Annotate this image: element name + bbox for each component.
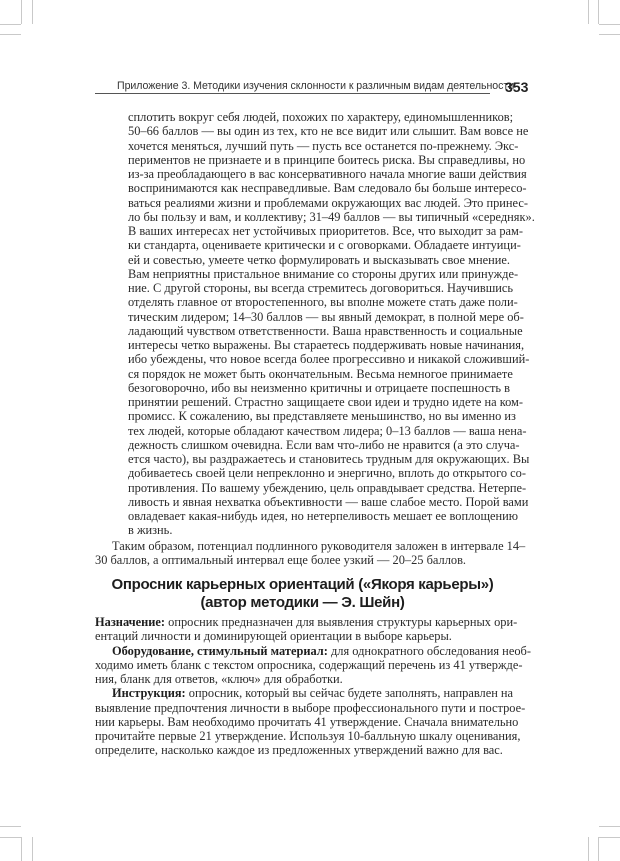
- header-rule: [95, 93, 490, 94]
- text-line: промисс. К сожалению, вы представляете меньшинство, но вы именно из: [128, 409, 516, 424]
- text-line: выявление предпочтения личности в выборе профессионального пути и построе-: [95, 700, 526, 715]
- text-line: ло бы пользу и вам, и коллективу; 31–49 баллов — вы типичный «середняк».: [128, 209, 535, 224]
- summary-paragraph: [95, 539, 526, 568]
- text-line-content: опросник, который вы сейчас будете заполнять, направлен на: [188, 686, 514, 701]
- text-line: прочитайте первые 21 утверждение. Используя 10-балльную шкалу оценивания,: [95, 729, 521, 743]
- text-line: добиваетесь своей цели непреклонно и энергично, вплоть до открытого со-: [128, 466, 527, 481]
- crop-mark: [21, 0, 22, 24]
- text-line: 50–66 баллов — вы один из тех, кто не все видит или слышит. Вам вовсе не: [128, 124, 529, 139]
- crop-mark: [32, 0, 33, 24]
- section-heading: [95, 576, 510, 612]
- crop-mark: [588, 0, 589, 24]
- crop-mark: [599, 34, 620, 35]
- paragraph-label: Назначение:: [95, 615, 166, 629]
- crop-mark: [599, 837, 620, 838]
- text-line: тех людей, которые обладают качеством лидера; 0–13 баллов — ваша нена-: [128, 423, 527, 438]
- text-line: отделять главное от второстепенного, вы вполне можете стать даже поли-: [128, 295, 518, 310]
- section-heading-line-2: (автор методики — Э. Шейн): [200, 594, 405, 611]
- text-line: принятии решений. Страстно защищаете свои идеи и трудно идете на ком-: [128, 395, 524, 409]
- text-line: дежность слишком очевидна. Если вам что-либо не нравится (а это случа-: [128, 437, 520, 452]
- crop-mark: [21, 837, 22, 861]
- text-line: периментов не признаете и в принципе боитесь риска. Вы справедливы, но: [128, 152, 526, 167]
- crop-mark: [599, 24, 620, 25]
- text-line: овладевает какая-нибудь идея, но нетерпеливость мешает ее воплощению: [128, 509, 519, 523]
- text-line: [95, 643, 531, 658]
- paragraph: [95, 686, 526, 758]
- text-line: хочется меняться, лучший путь — пусть все останется по-прежнему. Экс-: [128, 138, 519, 153]
- text-line: тическим лидером; 14–30 баллов — вы явный демократ, в полной мере об-: [128, 309, 524, 324]
- method-description: [95, 615, 531, 758]
- text-line: воспринимаются как несправедливые. Вам следовало бы больше интересо-: [128, 181, 527, 196]
- text-line: из-за преобладающего в вас консервативного начала многие ваши действия: [128, 167, 527, 181]
- text-line: ходимо иметь бланк с текстом опросника, содержащий перечень из 41 утвержде-: [95, 657, 523, 672]
- text-line: нии карьеры. Вам необходимо прочитать 41 утверждение. Сначала внимательно: [95, 714, 519, 729]
- crop-mark: [598, 837, 599, 861]
- text-line: безоговорочно, ибо вы неизменно критичны и отрицаете поспешность в: [128, 380, 510, 395]
- text-line: интересы четко выражены. Вы стараетесь поддерживать новые начинания,: [128, 338, 525, 352]
- text-line: ентаций личности и доминирующей ориентации в выборе карьеры.: [95, 629, 452, 644]
- text-line: ки стандарта, оцениваете критически и с оговорками. Обладаете интуици-: [128, 238, 521, 253]
- crop-mark: [588, 837, 589, 861]
- text-line-content: опросник предназначен для выявления структуры карьерных ори-: [168, 615, 518, 629]
- text-line: [95, 615, 518, 629]
- crop-mark: [0, 837, 21, 838]
- crop-mark: [32, 837, 33, 861]
- crop-mark: [0, 34, 21, 35]
- running-title: Приложение 3. Методики изучения склонности к различным видам деятельности: [117, 80, 515, 92]
- crop-mark: [0, 24, 21, 25]
- text-line-content: для однократного обследования необ-: [330, 643, 531, 658]
- text-line: ние. С другой стороны, вы всегда стремитесь договориться. Научившись: [128, 281, 514, 295]
- paragraph-label: Инструкция:: [112, 686, 186, 701]
- paragraph: [95, 643, 531, 687]
- crop-mark: [0, 826, 21, 827]
- continuation-block: [128, 110, 535, 538]
- text-line: сплотить вокруг себя людей, похожих по характеру, единомышленников;: [128, 110, 514, 124]
- text-line: противления. По вашему убеждению, цель оправдывает средства. Нетерпе-: [128, 480, 527, 495]
- text-line: 30 баллов, а оптимальный интервал еще более узкий — 20–25 баллов.: [95, 553, 467, 568]
- text-line: в жизнь.: [128, 523, 173, 538]
- text-line: Таким образом, потенциал подлинного руководителя заложен в интервале 14–: [112, 539, 526, 553]
- crop-mark: [598, 0, 599, 24]
- text-line: [95, 686, 514, 701]
- crop-mark: [599, 826, 620, 827]
- text-line: ния, бланк для ответов, «ключ» для обработки.: [95, 672, 343, 686]
- page-number: 353: [505, 79, 529, 95]
- paragraph-label: Оборудование, стимульный материал:: [112, 643, 328, 658]
- text-line: ибо убеждены, что новое всегда более прогрессивно и никакой сложивший-: [128, 352, 530, 367]
- text-line: ется часто), вы раздражаетесь и становитесь трудным для окружающих. Вы: [128, 452, 530, 466]
- text-line: Вам неприятны пристальное внимание со стороны других или принужде-: [128, 266, 519, 281]
- text-line: ей и совестью, умеете четко формулировать и высказывать свое мнение.: [128, 252, 510, 267]
- text-line: ваться реалиями жизни и проблемами окружающих вас людей. Это принес-: [128, 195, 528, 210]
- text-line: В ваших интересах нет устойчивых приоритетов. Все, что выходит за рам-: [128, 224, 523, 238]
- text-line: ся порядок не может быть окончательным. Весьма немногое принимаете: [128, 366, 513, 381]
- section-heading-line-1: Опросник карьерных ориентаций («Якоря карьеры»): [111, 576, 494, 593]
- text-line: ладающий чувством ответственности. Ваша нравственность и социальные: [128, 323, 523, 338]
- text-line: определите, насколько каждое из предложенных утверждений важно для вас.: [95, 743, 503, 758]
- text-line: ливость и явная нехватка объективности — ваше слабое место. Порой вами: [128, 494, 529, 509]
- paragraph: [95, 615, 518, 644]
